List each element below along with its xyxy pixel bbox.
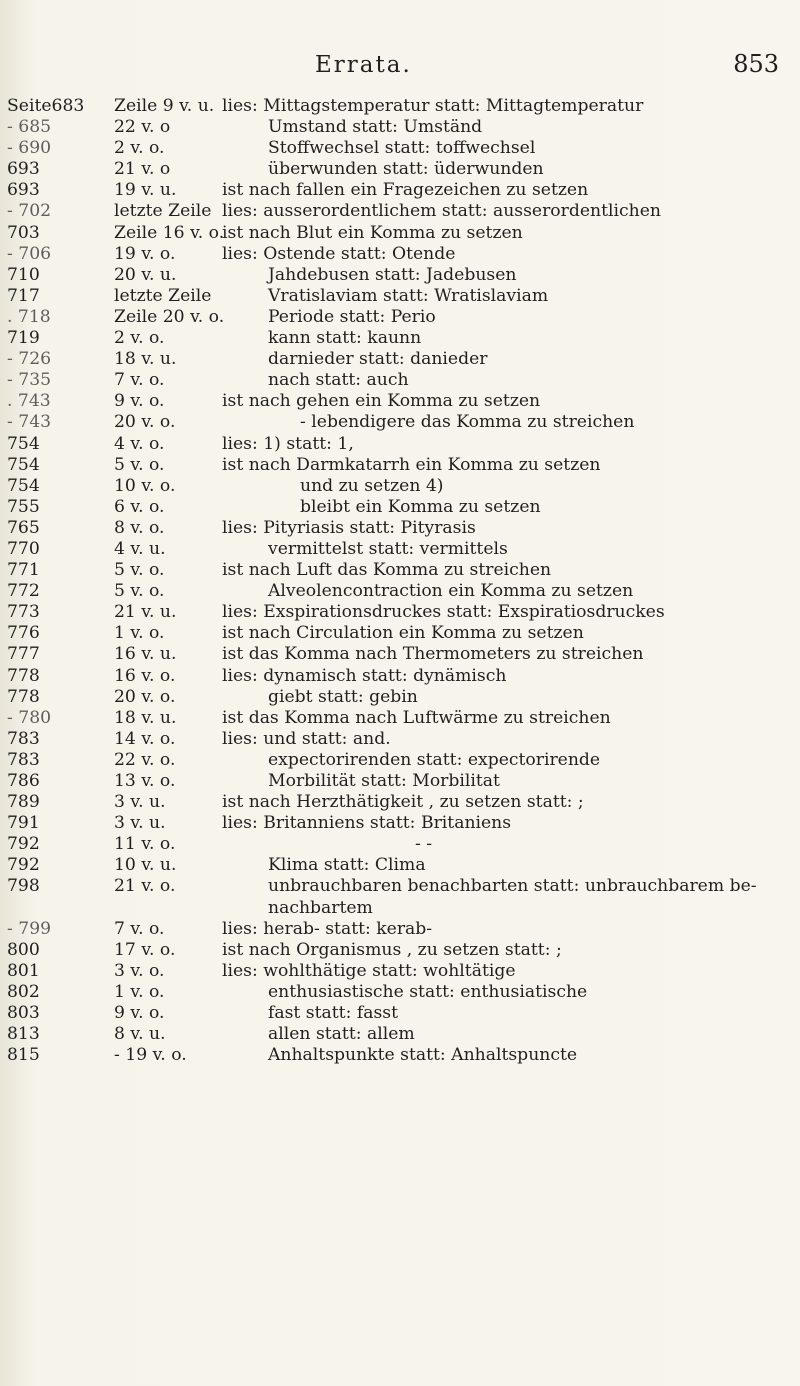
correction-text: darnieder statt: danieder [268,349,488,370]
errata-row [0,708,800,729]
errata-row [0,539,800,560]
line-reference: 8 v. o. [114,517,165,538]
line-reference: Zeile 16 v. o. [114,222,225,243]
correction-text: Periode statt: Perio [268,306,436,327]
page-reference: 791 [7,813,40,834]
line-reference: 4 v. u. [114,538,166,559]
line-reference: 21 v. o [114,159,171,180]
correction-text: Jahdebusen statt: Jadebusen [268,264,517,285]
line-reference: 10 v. o. [114,475,176,496]
page-reference: . 718 [7,306,51,327]
line-reference: 13 v. o. [114,771,176,791]
correction-text: lies: 1) statt: 1, [222,433,354,454]
errata-row [0,813,800,834]
line-reference: 3 v. o. [114,960,165,981]
errata-row [0,497,800,518]
correction-text: lies: Ostende statt: Otende [222,243,456,264]
page-reference: 800 [7,939,40,960]
page-reference: - 799 [7,918,52,939]
correction-text: ist nach fallen ein Fragezeichen zu setzen [222,180,589,201]
page-reference: 755 [7,496,40,517]
errata-row [0,792,800,813]
line-reference: 18 v. u. [114,707,177,728]
errata-row [0,919,800,940]
errata-row [0,666,800,687]
correction-text: Anhaltspunkte statt: Anhaltspuncte [268,1045,578,1066]
page-reference: 778 [7,686,40,707]
errata-list [0,96,800,1066]
correction-text: Umstand statt: Umständ [268,117,483,138]
errata-row [0,771,800,792]
line-reference: 11 v. o. [114,834,176,855]
errata-row [0,560,800,581]
line-reference: 19 v. o. [114,243,176,264]
correction-text: nach statt: auch [268,370,409,391]
correction-text: Morbilität statt: Morbilitat [268,771,500,791]
errata-row [0,96,800,117]
page-reference: . 743 [7,391,51,412]
page-number: 853 [733,50,779,78]
line-reference: 1 v. o. [114,623,165,644]
correction-text: enthusiastische statt: enthusiatische [268,981,588,1002]
page-reference: - 780 [7,707,52,728]
correction-text: Stoffwechsel statt: toffwechsel [268,138,536,159]
line-reference: 5 v. o. [114,560,165,581]
errata-row [0,855,800,876]
errata-row [0,518,800,539]
page-reference: 693 [7,180,40,201]
line-reference: 20 v. o. [114,686,176,707]
errata-row [0,750,800,771]
line-reference: 4 v. o. [114,433,165,454]
correction-text: überwunden statt: üderwunden [268,159,544,180]
correction-text: - lebendigere das Komma zu streichen [300,412,635,433]
correction-text: bleibt ein Komma zu setzen [300,496,541,517]
page-reference: 765 [7,517,40,538]
page-reference: 770 [7,538,40,559]
page-reference: 777 [7,644,40,665]
correction-text: lies: und statt: and. [222,728,391,749]
page-reference: 802 [7,981,40,1002]
errata-row [0,244,800,265]
line-reference: 9 v. o. [114,1003,165,1024]
line-reference: 21 v. u. [114,602,177,623]
page-reference: 754 [7,454,40,475]
line-reference: 16 v. o. [114,665,176,686]
errata-row [0,876,800,918]
correction-text: Klima statt: Clima [268,855,426,876]
page-reference: 754 [7,475,40,496]
line-reference: 5 v. o. [114,454,165,475]
page-reference: 710 [7,264,40,285]
line-reference: - 19 v. o. [114,1045,187,1066]
errata-row [0,349,800,370]
page-reference: 754 [7,433,40,454]
errata-row [0,602,800,623]
correction-text: ist nach Organismus , zu setzen statt: ; [222,939,562,960]
page-reference: - 690 [7,138,52,159]
errata-row [0,729,800,750]
page-reference: 803 [7,1003,40,1024]
line-reference: 8 v. u. [114,1024,166,1045]
page-reference: 789 [7,792,40,813]
errata-row [0,180,800,201]
page-reference: Seite683 [7,96,85,116]
errata-row [0,940,800,961]
line-reference: 2 v. o. [114,138,165,159]
errata-row [0,476,800,497]
errata-row [0,644,800,665]
correction-text: lies: Mittagstemperatur statt: Mittagtemperatur [222,96,644,116]
page-reference: 703 [7,222,40,243]
page-reference: - 735 [7,370,52,391]
line-reference: 3 v. u. [114,813,166,834]
correction-text: Vratislaviam statt: Wratislaviam [268,285,549,306]
correction-text: allen statt: allem [268,1024,415,1045]
errata-row [0,286,800,307]
correction-text: lies: Britanniens statt: Britaniens [222,813,512,834]
line-reference: 1 v. o. [114,981,165,1002]
line-reference: 18 v. u. [114,349,177,370]
correction-text: lies: dynamisch statt: dynämisch [222,665,507,686]
page-reference: 792 [7,855,40,876]
page-reference: 798 [7,876,40,897]
errata-row [0,434,800,455]
line-reference: 2 v. o. [114,328,165,349]
correction-text: giebt statt: gebin [268,686,418,707]
correction-text: lies: Exspirationsdruckes statt: Exspiratiosdruckes [222,602,665,623]
page-reference: 792 [7,834,40,855]
correction-text: lies: wohlthätige statt: wohltätige [222,960,516,981]
line-reference: 6 v. o. [114,496,165,517]
correction-text: Alveolencontraction ein Komma zu setzen [268,581,634,602]
page-reference: 717 [7,285,40,306]
correction-text: fast statt: fasst [268,1003,398,1024]
correction-text: lies: herab- statt: kerab- [222,918,433,939]
errata-row [0,412,800,433]
correction-text: vermittelst statt: vermittels [268,538,508,559]
errata-row [0,201,800,222]
correction-text: ist nach Darmkatarrh ein Komma zu setzen [222,454,601,475]
errata-row [0,687,800,708]
line-reference: 10 v. u. [114,855,177,876]
correction-text: und zu setzen 4) [300,475,444,496]
page-reference: 693 [7,159,40,180]
errata-row [0,581,800,602]
correction-text: ist das Komma nach Luftwärme zu streichen [222,707,611,728]
errata-row [0,1045,800,1066]
line-reference: 20 v. o. [114,412,176,433]
errata-row [0,265,800,286]
page-reference: - 706 [7,243,52,264]
page-reference: - 726 [7,349,52,370]
page-reference: 776 [7,623,40,644]
line-reference: 9 v. o. [114,391,165,412]
errata-row [0,307,800,328]
correction-text: lies: Pityriasis statt: Pityrasis [222,517,476,538]
errata-row [0,159,800,180]
errata-row [0,328,800,349]
errata-row [0,1024,800,1045]
page-reference: - 685 [7,117,52,138]
page-reference: 771 [7,560,40,581]
line-reference: 22 v. o [114,117,171,138]
page-reference: 773 [7,602,40,623]
line-reference: 17 v. o. [114,939,176,960]
line-reference: 20 v. u. [114,264,177,285]
page-reference: 783 [7,728,40,749]
correction-text: unbrauchbaren benachbarten statt: unbrauchbarem be-nachbartem [268,876,757,918]
line-reference: letzte Zeile [114,201,212,222]
correction-text: expectorirenden statt: expectorirende [268,749,601,770]
errata-row [0,370,800,391]
page-reference: 772 [7,581,40,602]
line-reference: 19 v. u. [114,180,177,201]
correction-text: lies: ausserordentlichem statt: ausserordentlichen [222,201,661,222]
errata-row [0,223,800,244]
page-reference: 813 [7,1024,40,1045]
correction-text: kann statt: kaunn [268,328,422,349]
errata-row [0,623,800,644]
line-reference: 7 v. o. [114,918,165,939]
line-reference: 5 v. o. [114,581,165,602]
page-reference: 801 [7,960,40,981]
correction-text: ist nach Circulation ein Komma zu setzen [222,623,584,644]
correction-text: ist nach Herzthätigkeit , zu setzen statt: ; [222,792,584,813]
page-reference: 815 [7,1045,40,1066]
errata-row [0,455,800,476]
line-reference: 3 v. u. [114,792,166,813]
page-reference: - 743 [7,412,52,433]
page-reference: 786 [7,771,40,791]
line-reference: Zeile 9 v. u. [114,96,215,116]
line-reference: 22 v. o. [114,749,176,770]
line-reference: 21 v. o. [114,876,176,897]
errata-row [0,138,800,159]
errata-row [0,961,800,982]
line-reference: 16 v. u. [114,644,177,665]
errata-row [0,982,800,1003]
correction-text: ist nach gehen ein Komma zu setzen [222,391,541,412]
page-reference: 778 [7,665,40,686]
correction-text: ist das Komma nach Thermometers zu streichen [222,644,644,665]
ditto-marks: - - [415,834,433,855]
line-reference: 7 v. o. [114,370,165,391]
correction-text: ist nach Blut ein Komma zu setzen [222,222,523,243]
correction-text: ist nach Luft das Komma zu streichen [222,560,552,581]
page-reference: 783 [7,749,40,770]
errata-row [0,834,800,855]
line-reference: 14 v. o. [114,728,176,749]
line-reference: letzte Zeile [114,285,212,306]
page-title: Errata. [315,52,412,78]
errata-row [0,1003,800,1024]
line-reference: Zeile 20 v. o. [114,306,225,327]
page-reference: - 702 [7,201,52,222]
errata-row [0,391,800,412]
page-reference: 719 [7,328,40,349]
errata-row [0,117,800,138]
